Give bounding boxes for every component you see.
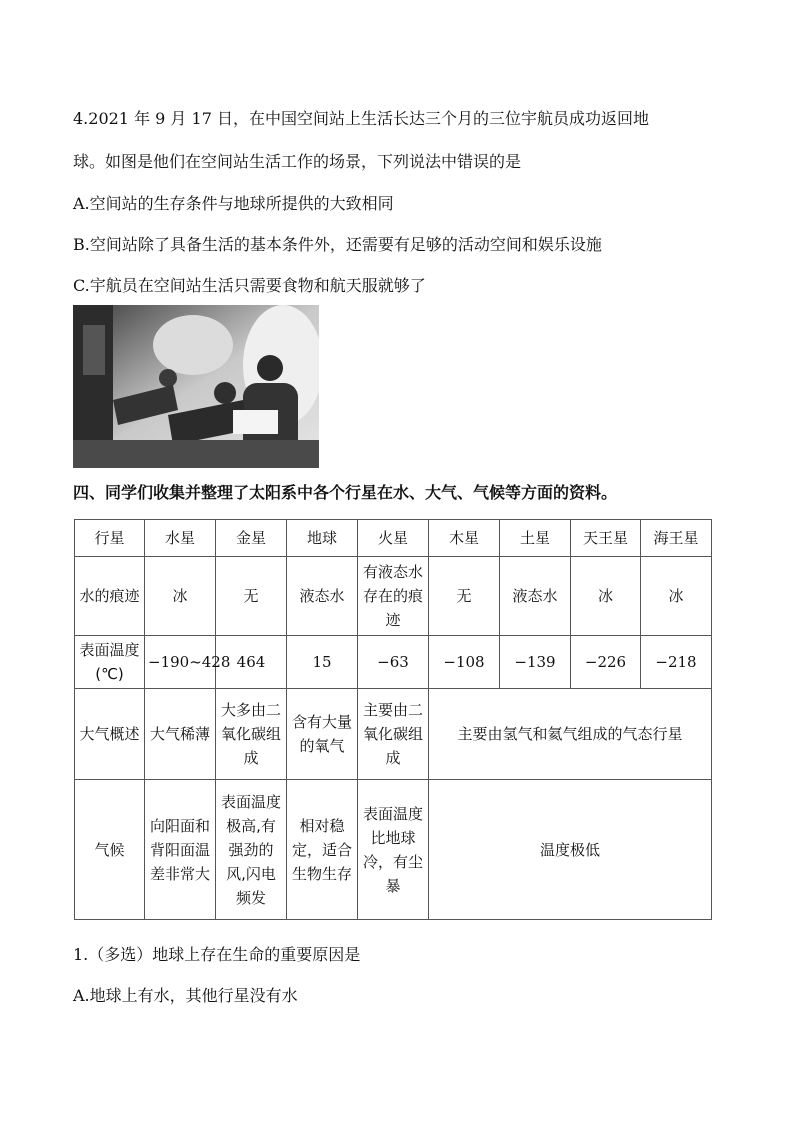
section-4-heading: 四、同学们收集并整理了太阳系中各个行星在水、大气、气候等方面的资料。 bbox=[73, 483, 618, 502]
question-4-option-a: A.空间站的生存条件与地球所提供的大致相同 bbox=[73, 194, 394, 213]
question-1-option-a: A.地球上有水，其他行星没有水 bbox=[73, 986, 298, 1005]
water-venus: 无 bbox=[216, 557, 287, 636]
water-uranus: 冰 bbox=[571, 557, 641, 636]
atmosphere-row bbox=[75, 689, 712, 780]
header-saturn: 土星 bbox=[500, 520, 571, 557]
climate-mars: 表面温度比地球 冷，有尘暴 bbox=[358, 780, 429, 920]
planet-data-table bbox=[74, 519, 712, 920]
temperature-jupiter: −108 bbox=[429, 636, 500, 689]
atmosphere-venus: 大多由二氧化碳组成 bbox=[216, 689, 287, 780]
question-4-line-2: 球。如图是他们在空间站生活工作的场景，下列说法中错误的是 bbox=[73, 152, 522, 171]
temperature-uranus: −226 bbox=[571, 636, 641, 689]
water-jupiter: 无 bbox=[429, 557, 500, 636]
atmosphere-earth: 含有大量的氧气 bbox=[287, 689, 358, 780]
climate-earth: 相对稳定，适合生物生存 bbox=[287, 780, 358, 920]
climate-venus: 表面温度极高,有强劲的风,闪电频发 bbox=[216, 780, 287, 920]
question-4-option-c: C.宇航员在空间站生活只需要食物和航天服就够了 bbox=[73, 276, 426, 295]
water-saturn: 液态水 bbox=[500, 557, 571, 636]
water-mercury: 冰 bbox=[145, 557, 216, 636]
water-label: 水的痕迹 bbox=[75, 557, 145, 636]
temperature-mercury: −190~428 bbox=[145, 636, 216, 689]
atmosphere-gas-giants: 主要由氢气和氦气组成的气态行星 bbox=[429, 689, 712, 780]
climate-outer-planets: 温度极低 bbox=[429, 780, 712, 920]
temperature-mars: −63 bbox=[358, 636, 429, 689]
climate-mercury: 向阳面和背阳面温差非常大 bbox=[145, 780, 216, 920]
water-earth: 液态水 bbox=[287, 557, 358, 636]
header-venus: 金星 bbox=[216, 520, 287, 557]
temperature-neptune: −218 bbox=[641, 636, 712, 689]
water-neptune: 冰 bbox=[641, 557, 712, 636]
temperature-row bbox=[75, 636, 712, 689]
water-mars: 有液态水存在的痕迹 bbox=[358, 557, 429, 636]
header-earth: 地球 bbox=[287, 520, 358, 557]
header-mercury: 水星 bbox=[145, 520, 216, 557]
temperature-label: 表面温度(℃) bbox=[75, 636, 145, 689]
question-4-option-b: B.空间站除了具备生活的基本条件外，还需要有足够的活动空间和娱乐设施 bbox=[73, 235, 602, 254]
header-uranus: 天王星 bbox=[571, 520, 641, 557]
water-row bbox=[75, 557, 712, 636]
atmosphere-mercury: 大气稀薄 bbox=[145, 689, 216, 780]
temperature-earth: 15 bbox=[287, 636, 358, 689]
temperature-saturn: −139 bbox=[500, 636, 571, 689]
table-header-row bbox=[75, 520, 712, 557]
header-jupiter: 木星 bbox=[429, 520, 500, 557]
climate-label: 气候 bbox=[75, 780, 145, 920]
question-1-line-1: 1.（多选）地球上存在生命的重要原因是 bbox=[73, 945, 361, 964]
climate-row bbox=[75, 780, 712, 920]
header-mars: 火星 bbox=[358, 520, 429, 557]
astronauts-photo bbox=[73, 305, 319, 468]
question-4-line-1: 4.2021 年 9 月 17 日，在中国空间站上生活长达三个月的三位宇航员成功返回地 bbox=[73, 109, 649, 128]
header-neptune: 海王星 bbox=[641, 520, 712, 557]
atmosphere-mars: 主要由二氧化碳组成 bbox=[358, 689, 429, 780]
header-planet: 行星 bbox=[75, 520, 145, 557]
atmosphere-label: 大气概述 bbox=[75, 689, 145, 780]
temperature-venus: 464 bbox=[216, 636, 287, 689]
